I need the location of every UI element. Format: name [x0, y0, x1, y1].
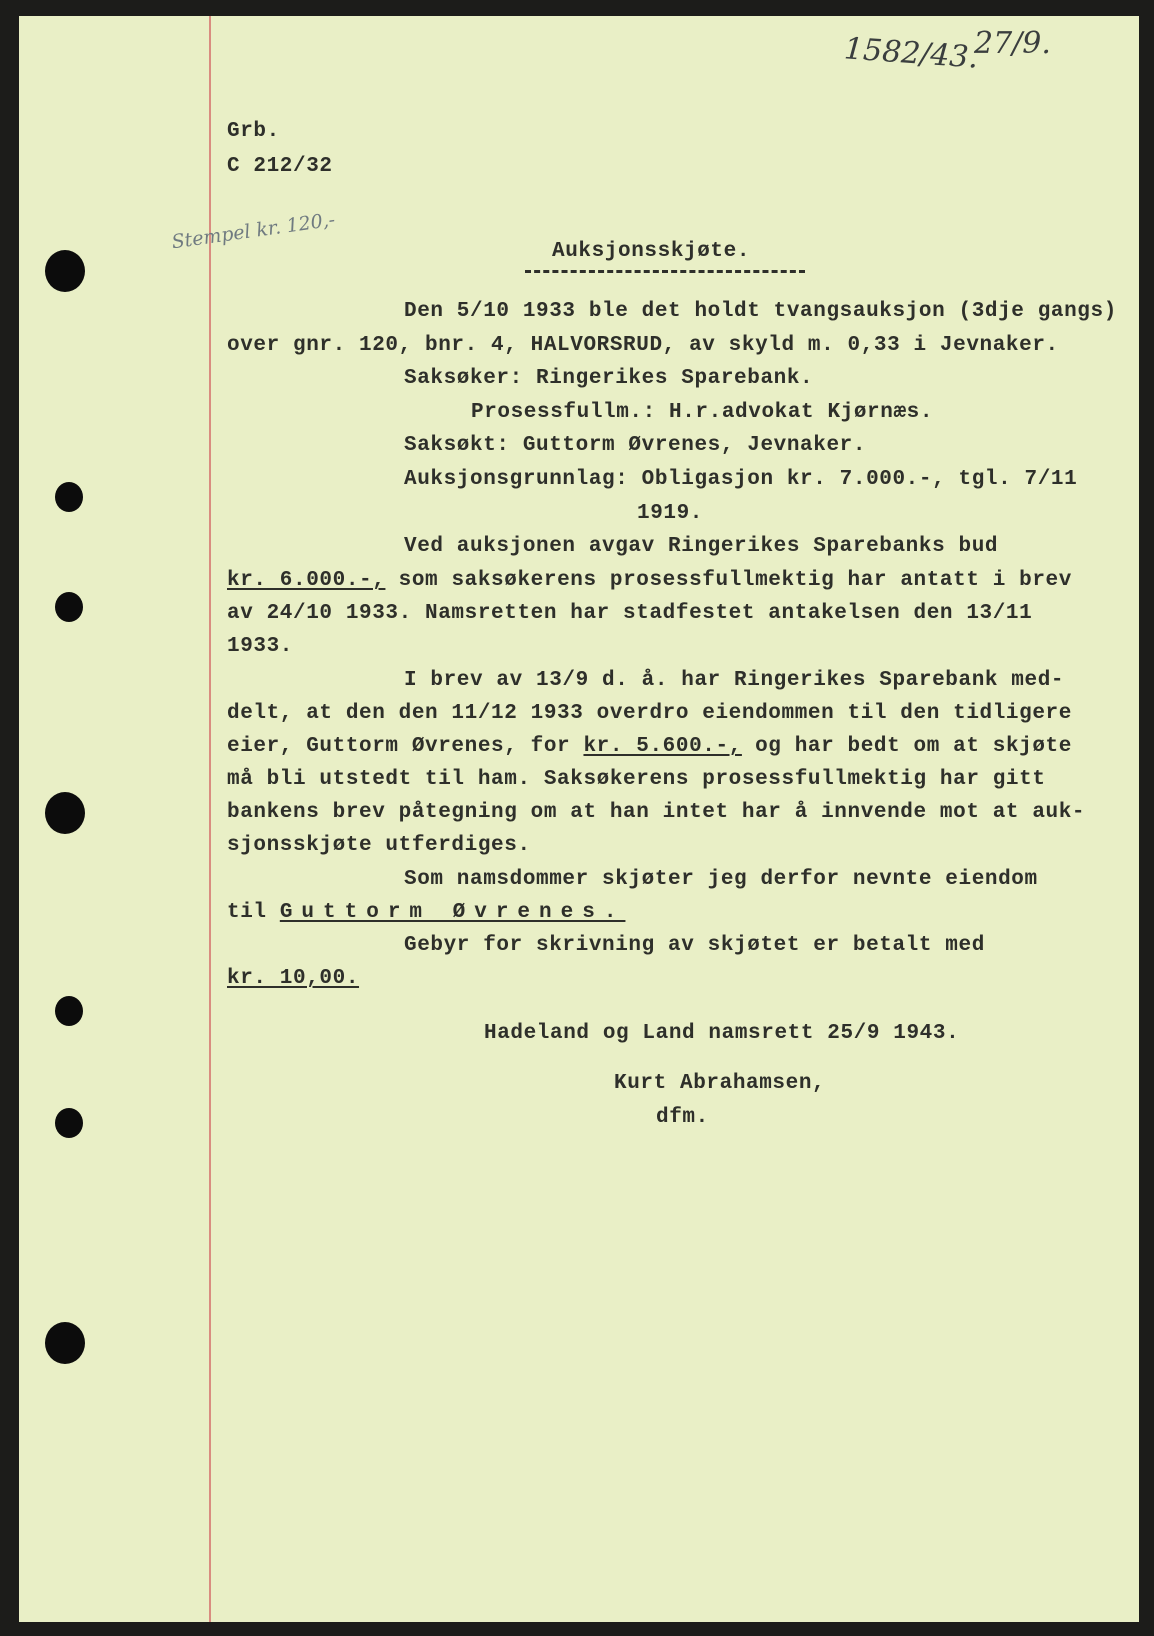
- body-line: Gebyr for skrivning av skjøtet er betalt med: [404, 934, 985, 957]
- body-line: [227, 735, 1072, 758]
- signer-name: Kurt Abrahamsen,: [614, 1072, 826, 1095]
- body-line: [227, 901, 625, 924]
- punch-hole: [55, 1108, 83, 1138]
- body-text: til: [227, 901, 280, 924]
- punch-hole: [45, 792, 85, 834]
- body-line: må bli utstedt til ham. Saksøkerens prosessfullmektig har gitt: [227, 768, 1046, 791]
- body-line: bankens brev påtegning om at han intet har å innvende mot at auk-: [227, 801, 1086, 824]
- body-line: Ved auksjonen avgav Ringerikes Sparebanks bud: [404, 535, 999, 558]
- place-date: Hadeland og Land namsrett 25/9 1943.: [484, 1022, 960, 1045]
- title-underline: [525, 270, 805, 273]
- body-text: og har bedt om at skjøte: [741, 735, 1072, 758]
- punch-hole: [55, 592, 83, 622]
- fee-amount: kr. 10,00.: [227, 967, 360, 990]
- bid-amount: kr. 6.000.-,: [227, 569, 386, 592]
- body-line: over gnr. 120, bnr. 4, HALVORSRUD, av skyld m. 0,33 i Jevnaker.: [227, 334, 1059, 357]
- document-title: Auksjonsskjøte.: [552, 240, 751, 263]
- basis-line: Auksjonsgrunnlag: Obligasjon kr. 7.000.-, tgl. 7/11: [404, 468, 1078, 491]
- body-line: 1933.: [227, 635, 294, 658]
- fee-note-handwritten: Stempel kr. 120,-: [170, 208, 337, 254]
- date-mark-handwritten: 27/9.: [974, 26, 1051, 61]
- plaintiff-line: Saksøker: Ringerikes Sparebank.: [404, 367, 814, 390]
- body-text: som saksøkerens prosessfullmektig har antatt i brev: [385, 569, 1072, 592]
- body-line: [227, 569, 1072, 592]
- document-page: [19, 16, 1139, 1622]
- header-line-1: Grb.: [227, 120, 280, 143]
- margin-line: [209, 16, 211, 1622]
- signer-title: dfm.: [656, 1106, 709, 1129]
- punch-hole: [55, 996, 83, 1026]
- grantee-name: Guttorm Øvrenes.: [279, 901, 626, 924]
- punch-hole: [55, 482, 83, 512]
- defendant-line: Saksøkt: Guttorm Øvrenes, Jevnaker.: [404, 434, 867, 457]
- body-line: delt, at den den 11/12 1933 overdro eiendommen til den tidligere: [227, 702, 1072, 725]
- body-line: av 24/10 1933. Namsretten har stadfestet antakelsen den 13/11: [227, 602, 1033, 625]
- punch-hole: [45, 1322, 85, 1364]
- basis-line: 1919.: [637, 502, 704, 525]
- body-line: Som namsdommer skjøter jeg derfor nevnte eiendom: [404, 868, 1038, 891]
- transfer-amount: kr. 5.600.-,: [583, 735, 742, 758]
- header-line-2: C 212/32: [227, 155, 333, 178]
- punch-hole: [45, 250, 85, 292]
- attorney-line: Prosessfullm.: H.r.advokat Kjørnæs.: [471, 401, 934, 424]
- body-line: Den 5/10 1933 ble det holdt tvangsauksjon (3dje gangs): [404, 300, 1117, 323]
- body-line: sjonsskjøte utferdiges.: [227, 834, 531, 857]
- body-text: eier, Guttorm Øvrenes, for: [227, 735, 584, 758]
- case-number-handwritten: 1582/43.: [842, 31, 980, 76]
- body-line: I brev av 13/9 d. å. har Ringerikes Sparebank med-: [404, 669, 1065, 692]
